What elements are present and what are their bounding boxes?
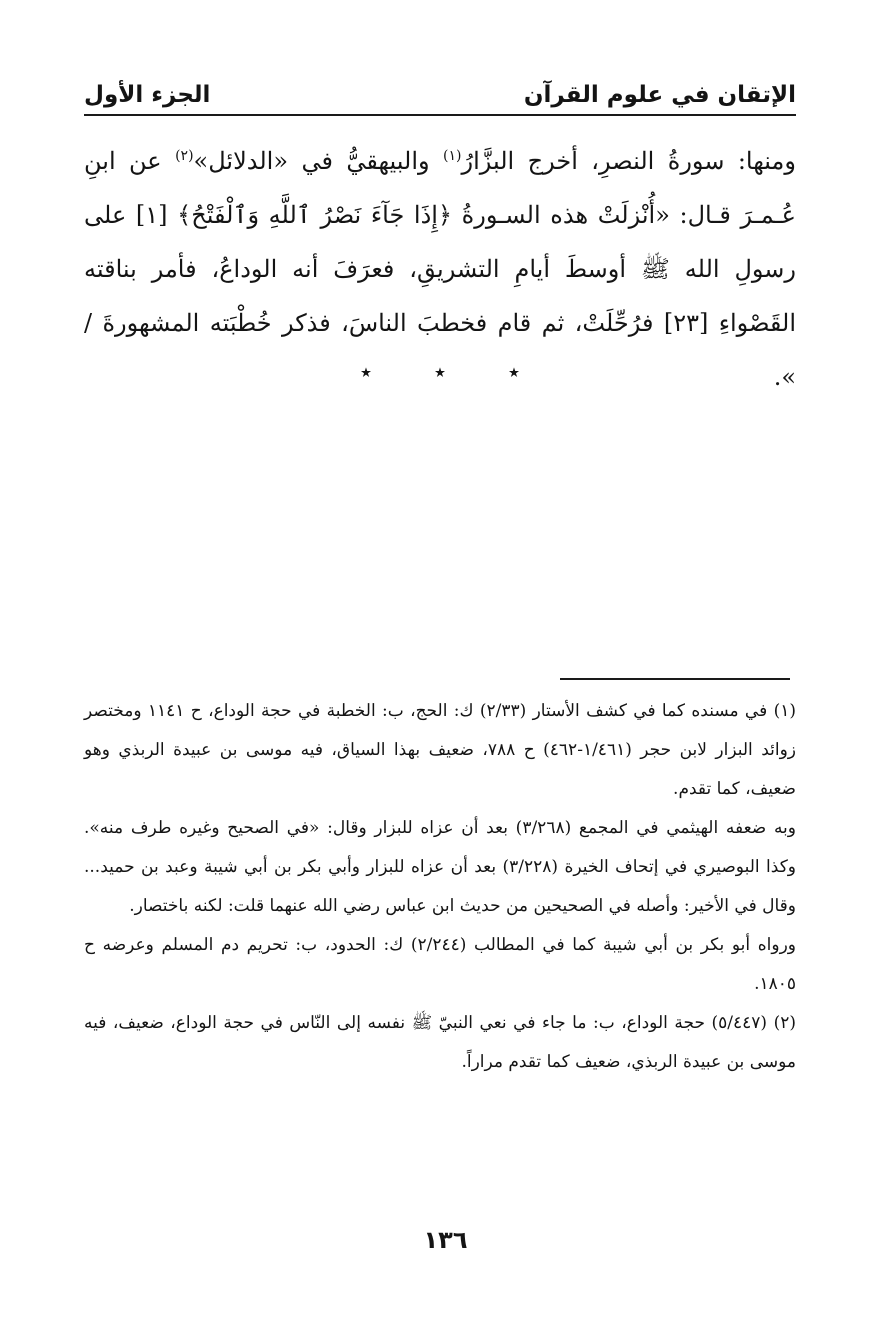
- book-title: الإتقان في علوم القرآن: [523, 82, 796, 108]
- footnotes-block: [84, 692, 796, 1082]
- footnote-1-paragraph-2: وبه ضعفه الهيثمي في المجمع (٣/٢٦٨) بعد أن عزاه للبزار وقال: «في الصحيح وغيره طرف منه». وكذا البوصيري في إتحاف الخيرة (٣/٢٢٨) بعد أن عزاه للبزار وأبي بكر بن أبي شيبة وعبد بن حميد... وقال في الأخير: وأصله في الصحيحين من حديث ابن عباس رضي الله عنهما قلت: لكنه باختصار.: [84, 818, 797, 916]
- section-separator: [360, 360, 520, 385]
- footnote-1-paragraph-3: ورواه أبو بكر بن أبي شيبة كما في المطالب (٢/٢٤٤) ك: الحدود، ب: تحريم دم المسلم وعرضه ح ١٨٠٥.: [84, 935, 796, 994]
- footnote-ref-1: (١): [443, 148, 462, 164]
- page-number: ١٣٦: [423, 1226, 468, 1254]
- main-text-part-1: ومنها: سورةُ النصرِ، أخرج البزَّارُ: [461, 147, 796, 175]
- running-header: [84, 70, 796, 116]
- volume-label: الجزء الأول: [84, 82, 211, 108]
- asterisk-icon: ٭: [508, 360, 520, 385]
- footnote-2: (٢) (٥/٤٤٧) حجة الوداع، ب: ما جاء في نعي النبيّ ﷺ نفسه إلى النّاس في حجة الوداع، ضعيف، فيه موسى بن عبيدة الربذي، ضعيف كما تقدم مراراً.: [84, 1013, 796, 1072]
- main-text-part-3: عن ابنِ عُـمـرَ قـال: «أُنْزلَتْ هذه السـورةُ ﴿إِذَا جَآءَ نَصْرُ ٱللَّهِ وَٱلْفَتْحُ﴾ [١] على رسولِ الله ﷺ أوسطَ أيامِ التشريقِ، فعرَفَ أنه الوداعُ، فأمر بناقته القَصْواءِ [٢٣] فرُحِّلَتْ، ثم قام فخطبَ الناسَ، فذكر خُطْبَته المشهورةَ / ».: [84, 147, 797, 391]
- footnote-ref-2: (٢): [175, 148, 194, 164]
- footnote-divider: [560, 678, 790, 680]
- footnote-1-paragraph-1: (١) في مسنده كما في كشف الأستار (٢/٣٣) ك: الحج، ب: الخطبة في حجة الوداع، ح ١١٤١ ومختصر زوائد البزار لابن حجر (١/٤٦١-٤٦٢) ح ٧٨٨، ضعيف بهذا السياق، فيه موسى بن عبيدة الربذي وهو ضعيف، كما تقدم.: [84, 701, 796, 799]
- main-text-part-2: والبيهقيُّ في «الدلائل»: [193, 147, 444, 175]
- asterisk-icon: ٭: [360, 360, 372, 385]
- asterisk-icon: ٭: [434, 360, 446, 385]
